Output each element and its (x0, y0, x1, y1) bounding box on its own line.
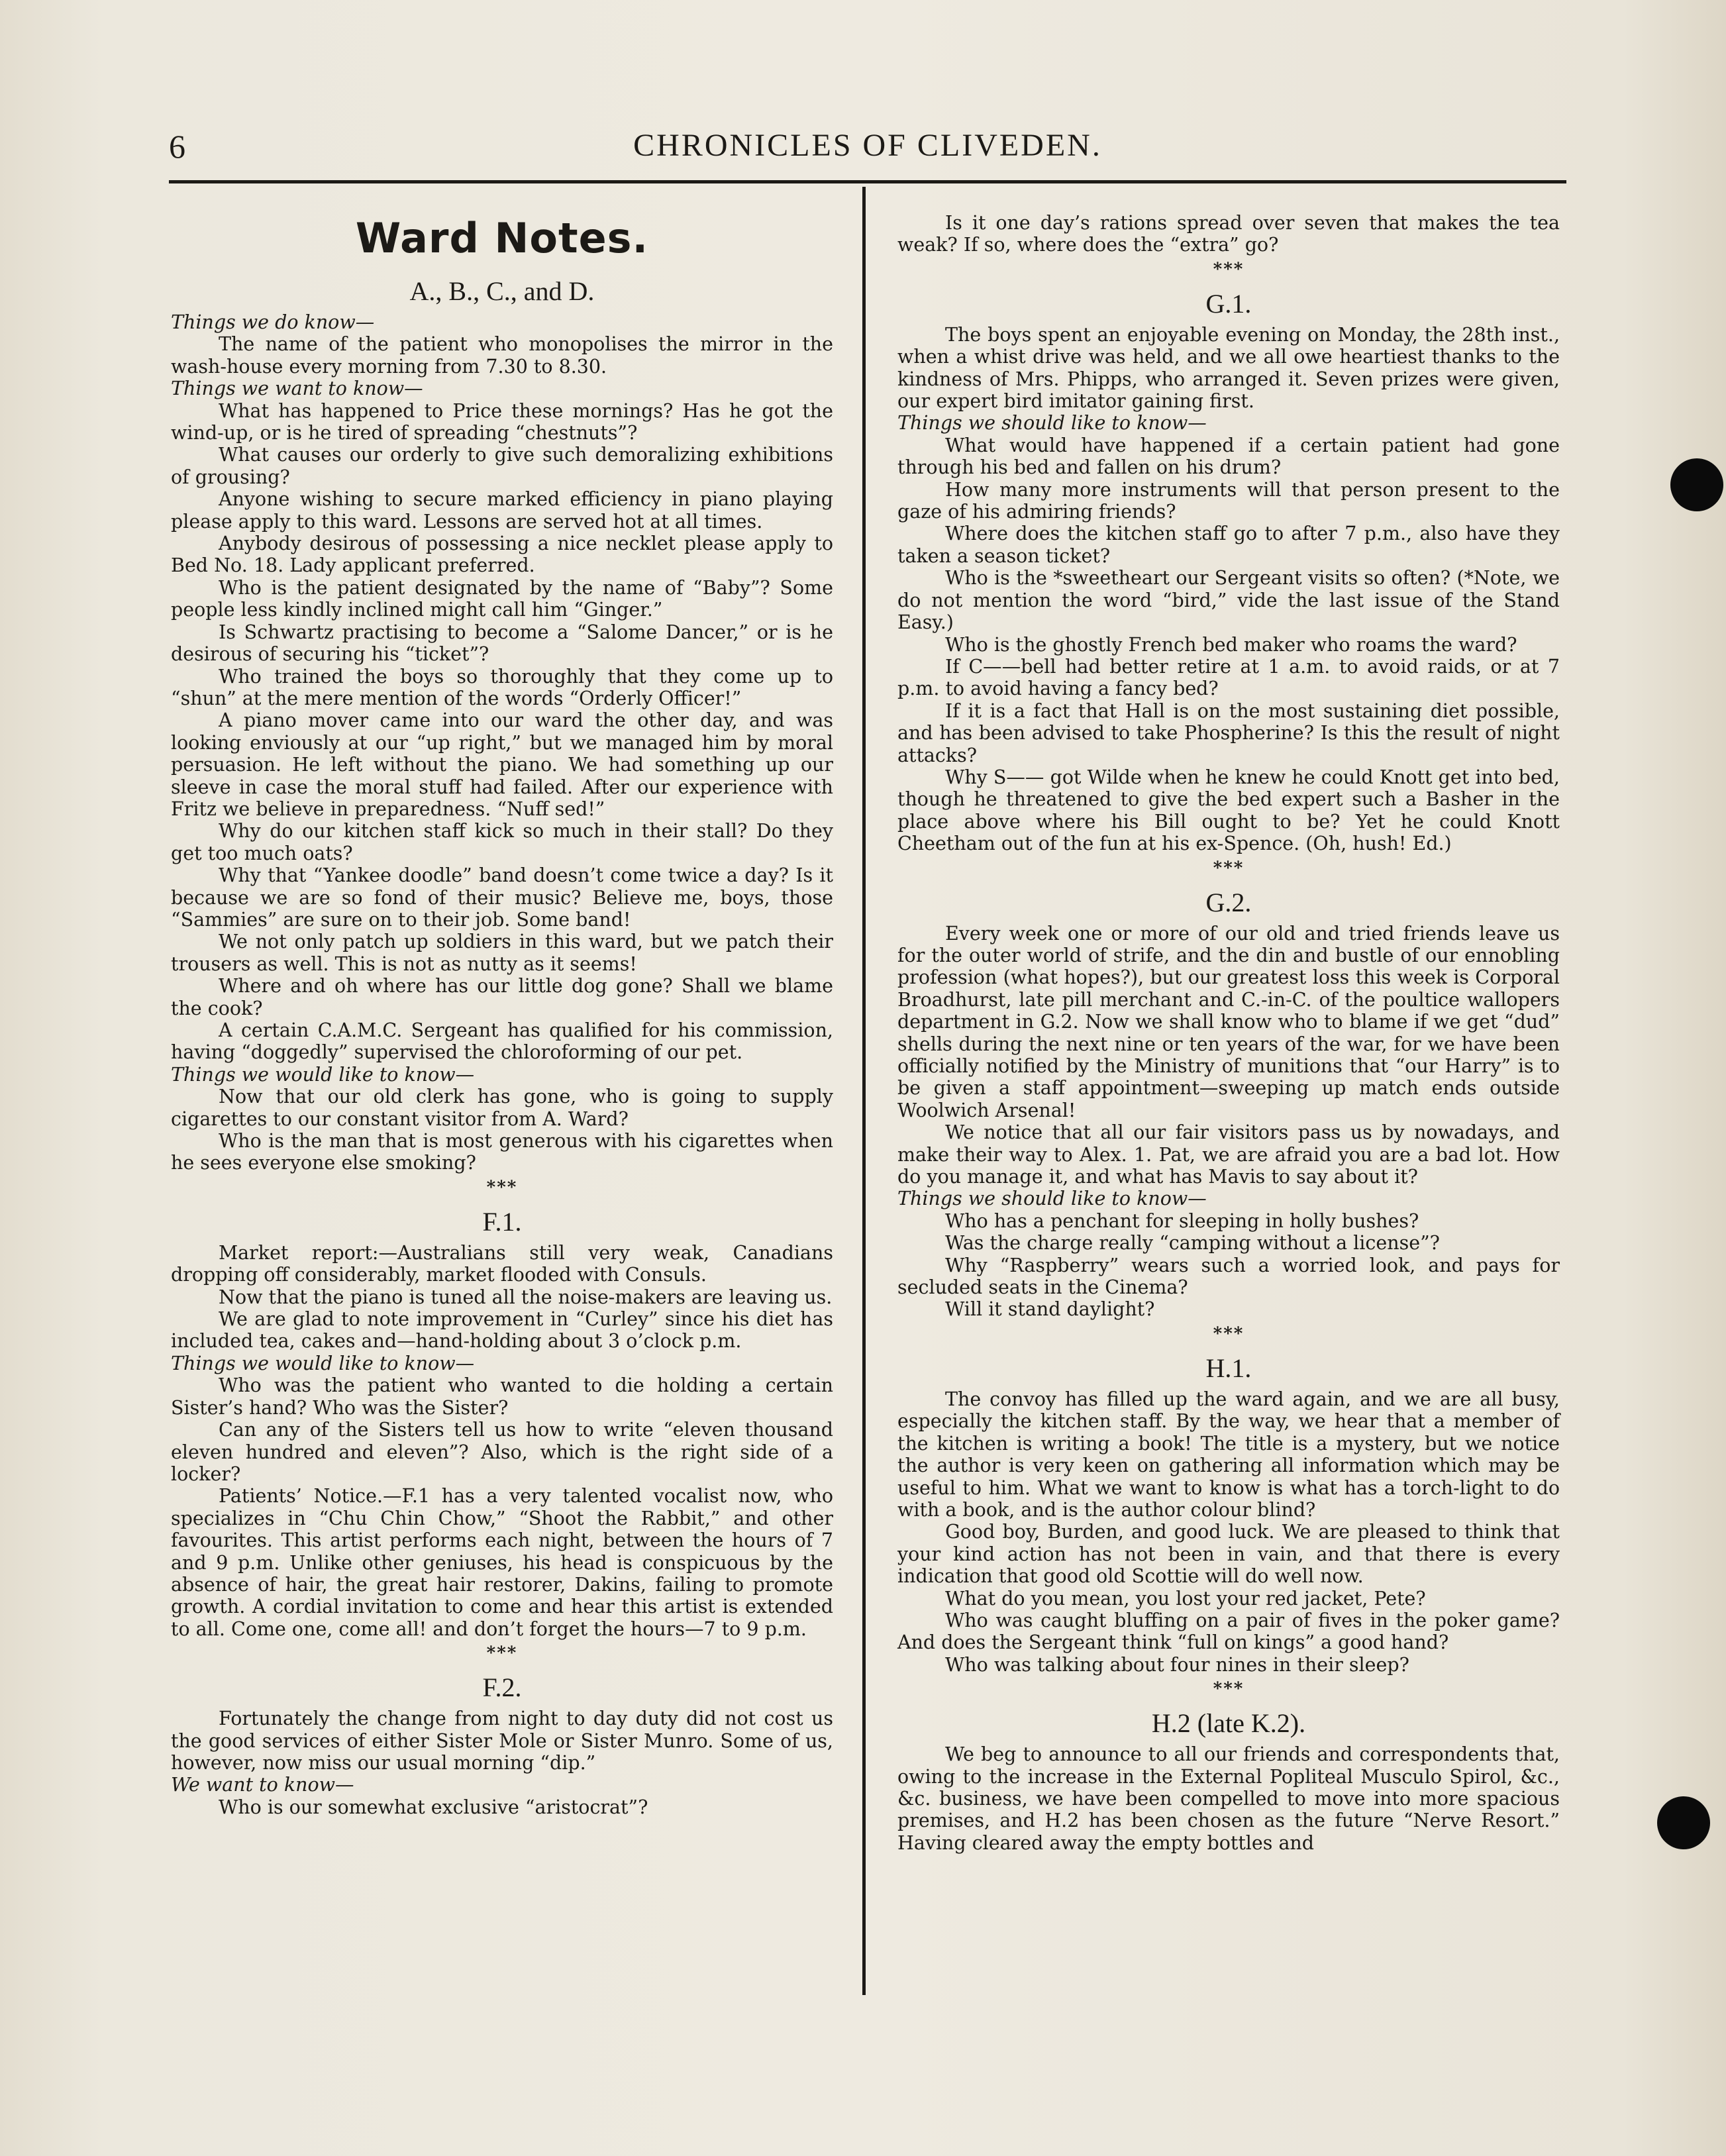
paragraph: Why “Raspberry” wears such a worried look, and pays for secluded seats in the Cinema? (897, 1254, 1560, 1299)
paragraph: What would have happened if a certain patient had gone through his bed and fallen on his drum? (897, 434, 1560, 479)
paragraph: A piano mover came into our ward the other day, and was looking enviously at our “up right,” but we managed him by moral persuasion. He left without the piano. We had something up our sleeve in case the moral stuff had failed. After our experience with Fritz we believe in preparedness. “Nuff sed!” (171, 709, 833, 820)
paragraph: Who is the ghostly French bed maker who roams the ward? (945, 633, 1517, 656)
paragraph: Who has a penchant for sleeping in holly bushes? (945, 1209, 1419, 1232)
paragraph: What has happened to Price these mornings? Has he got the wind-up, or is he tired of spreading “chestnuts”? (171, 399, 833, 444)
paragraph: If C——bell had better retire at 1 a.m. to avoid raids, or at 7 p.m. to avoid having a fancy bed? (897, 655, 1560, 700)
page-number: 6 (169, 128, 185, 165)
section-separator: *** (1213, 858, 1244, 878)
punch-hole (1670, 458, 1723, 511)
paragraph: Why that “Yankee doodle” band doesn’t come twice a day? Is it because we are so fond of their music? Believe me, boys, those “Sammies” are sure on to their job. Some band! (171, 864, 833, 931)
paragraph: A certain C.A.M.C. Sergeant has qualified for his commission, having “doggedly” supervised the chloroforming of our pet. (171, 1019, 833, 1064)
paragraph: Is Schwartz practising to become a “Salome Dancer,” or is he desirous of securing his “ticket”? (171, 621, 833, 666)
paragraph: Where and oh where has our little dog gone? Shall we blame the cook? (171, 975, 833, 1019)
paragraph: Can any of the Sisters tell us how to write “eleven thousand eleven hundred and eleven”? Also, which is the right side of a locker? (171, 1419, 833, 1485)
paragraph: Who trained the boys so thoroughly that they come up to “shun” at the mere mention of the words “Orderly Officer!” (171, 665, 833, 709)
section-separator: *** (486, 1177, 518, 1198)
section-separator: *** (1213, 259, 1244, 280)
section-heading: A., B., C., and D. (409, 276, 595, 306)
column-divider (862, 187, 866, 1995)
paragraph: Who was talking about four nines in their sleep? (945, 1653, 1409, 1676)
right-column (897, 212, 1560, 1854)
paragraph: Who was caught bluffing on a pair of fives in the poker game? And does the Sergeant think “full on kings” a good hand? (897, 1609, 1560, 1654)
page-header (169, 127, 1566, 174)
paragraph: Who is our somewhat exclusive “aristocrat”? (219, 1796, 648, 1818)
paragraph: Will it stand daylight? (945, 1298, 1155, 1321)
paragraph: Why do our kitchen staff kick so much in their stall? Do they get too much oats? (171, 820, 833, 864)
paragraph: Market report:—Australians still very weak, Canadians dropping off considerably, market flooded with Consuls. (171, 1241, 833, 1286)
paragraph: Fortunately the change from night to day duty did not cost us the good services of either Sister Mole or Sister Munro. Some of us, however, now miss our usual morning “dip.” (171, 1708, 833, 1774)
punch-hole (1657, 1796, 1710, 1849)
section-separator: *** (486, 1643, 518, 1664)
paragraph: We beg to announce to all our friends and correspondents that, owing to the increase in the External Popliteal Musculo Spirol, &c., &c. business, we have been compelled to move into more spacious premises, and H.2 has been chosen as the future “Nerve Resort.” Having cleared away the empty bottles and (897, 1743, 1560, 1854)
paragraph: Anyone wishing to secure marked efficiency in piano playing please apply to this ward. Lessons are served hot at all times. (171, 488, 833, 533)
section-separator: *** (1213, 1323, 1244, 1344)
article-heading: Ward Notes. (355, 214, 649, 262)
paragraph: The boys spent an enjoyable evening on Monday, the 28th inst., when a whist drive was held, and we all owe heartiest thanks to the kindness of Mrs. Phipps, who arranged it. Seven prizes were given, our expert bird imitator gaining first. (897, 323, 1560, 413)
paragraph: Who is the patient designated by the name of “Baby”? Some people less kindly inclined might call him “Ginger.” (171, 576, 833, 621)
paragraph: Now that the piano is tuned all the noise-makers are leaving us. (219, 1286, 833, 1308)
paragraph: Patients’ Notice.—F.1 has a very talented vocalist now, who specializes in “Chu Chin Chow,” “Shoot the Rabbit,” and other favourites. This artist performs each night, between the hours of 7 and 9 p.m. Unlike other geniuses, his head is conspicuous by the absence of hair, the great hair restorer, Dakins, failing to promote growth. A cordial invitation to come and hear this artist is extended to all. Come one, come all! and don’t forget the hours—7 to 9 p.m. (171, 1485, 833, 1640)
subheading: Things we should like to know— (897, 1188, 1207, 1210)
subheading: Things we should like to know— (897, 412, 1207, 435)
paragraph: Now that our old clerk has gone, who is going to supply cigarettes to our constant visitor from A. Ward? (171, 1086, 833, 1130)
paragraph: The name of the patient who monopolises the mirror in the wash-house every morning from 7.30 to 8.30. (171, 333, 833, 378)
section-heading: F.1. (482, 1206, 522, 1237)
section-heading: H.1. (1205, 1353, 1252, 1383)
paragraph: What do you mean, you lost your red jacket, Pete? (945, 1587, 1426, 1610)
subheading: We want to know— (171, 1774, 354, 1796)
subheading: Things we would like to know— (171, 1063, 475, 1086)
subheading: Things we want to know— (171, 378, 423, 400)
paragraph: Good boy, Burden, and good luck. We are pleased to think that your kind action has not been in vain, and that there is every indication that good old Scottie will do well now. (897, 1521, 1560, 1588)
left-column (171, 212, 833, 1818)
paragraph: Was the charge really “camping without a license”? (945, 1232, 1440, 1255)
paragraph: We are glad to note improvement in “Curley” since his diet has included tea, cakes and—hand-holding about 3 o’clock p.m. (171, 1308, 833, 1353)
subheading: Things we would like to know— (171, 1352, 475, 1374)
paragraph: Anybody desirous of possessing a nice necklet please apply to Bed No. 18. Lady applicant preferred. (171, 533, 833, 577)
paragraph: Every week one or more of our old and tried friends leave us for the outer world of strife, and the din and bustle of our ennobling profession (what hopes?), but our greatest loss this week is Corporal Broadhurst, late pill merchant and C.-in-C. of the poultice wallopers department in G.2. Now we shall know who to blame if we get “dud” shells during the next nine or ten years of the war, for we have been officially notified by the Ministry of munitions that “our Harry” is to be given a staff appointment—sweeping up match ends outside Woolwich Arsenal! (897, 922, 1560, 1121)
section-heading: H.2 (late K.2). (1151, 1708, 1306, 1739)
publication-title: CHRONICLES OF CLIVEDEN. (633, 128, 1102, 163)
paragraph: We not only patch up soldiers in this ward, but we patch their trousers as well. This is not as nutty as it seems! (171, 931, 833, 975)
paragraph: Who is the *sweetheart our Sergeant visits so often? (*Note, we do not mention the word “bird,” vide the last issue of the Stand Easy.) (897, 567, 1560, 634)
subheading: Things we do know— (171, 311, 375, 333)
paragraph: The convoy has filled up the ward again, and we are all busy, especially the kitchen staff. By the way, we hear that a member of the kitchen is writing a book! The title is a mystery, but we notice the author is very keen on gathering all information which may be useful to him. What we want to know is what has a torch-light to do with a book, and is the author colour blind? (897, 1388, 1560, 1521)
paragraph: Where does the kitchen staff go to after 7 p.m., also have they taken a season ticket? (897, 523, 1560, 567)
paragraph: If it is a fact that Hall is on the most sustaining diet possible, and has been advised to take Phospherine? Is this the result of night attacks? (897, 699, 1560, 766)
section-separator: *** (1213, 1679, 1244, 1700)
section-heading: G.2. (1205, 887, 1252, 917)
section-heading: G.1. (1205, 288, 1252, 319)
paragraph: What causes our orderly to give such demoralizing exhibitions of grousing? (171, 444, 833, 488)
paragraph: Who was the patient who wanted to die holding a certain Sister’s hand? Who was the Sister? (171, 1374, 833, 1419)
paragraph: Why S—— got Wilde when he knew he could Knott get into bed, though he threatened to give the bed expert such a Basher in the place above where his Bill ought to be? Yet he could Knott Cheetham out of the fun at his ex-Spence. (Oh, hush! Ed.) (897, 766, 1560, 855)
header-rule (169, 180, 1566, 183)
paragraph: Is it one day’s rations spread over seven that makes the tea weak? If so, where does the “extra” go? (897, 212, 1560, 256)
paragraph: Who is the man that is most generous with his cigarettes when he sees everyone else smoking? (171, 1130, 833, 1174)
paragraph: How many more instruments will that person present to the gaze of his admiring friends? (897, 478, 1560, 523)
paragraph: We notice that all our fair visitors pass us by nowadays, and make their way to Alex. 1. Pat, we are afraid you are a bad lot. How do you manage it, and what has Mavis to say about it? (897, 1121, 1560, 1188)
section-heading: F.2. (482, 1672, 522, 1703)
